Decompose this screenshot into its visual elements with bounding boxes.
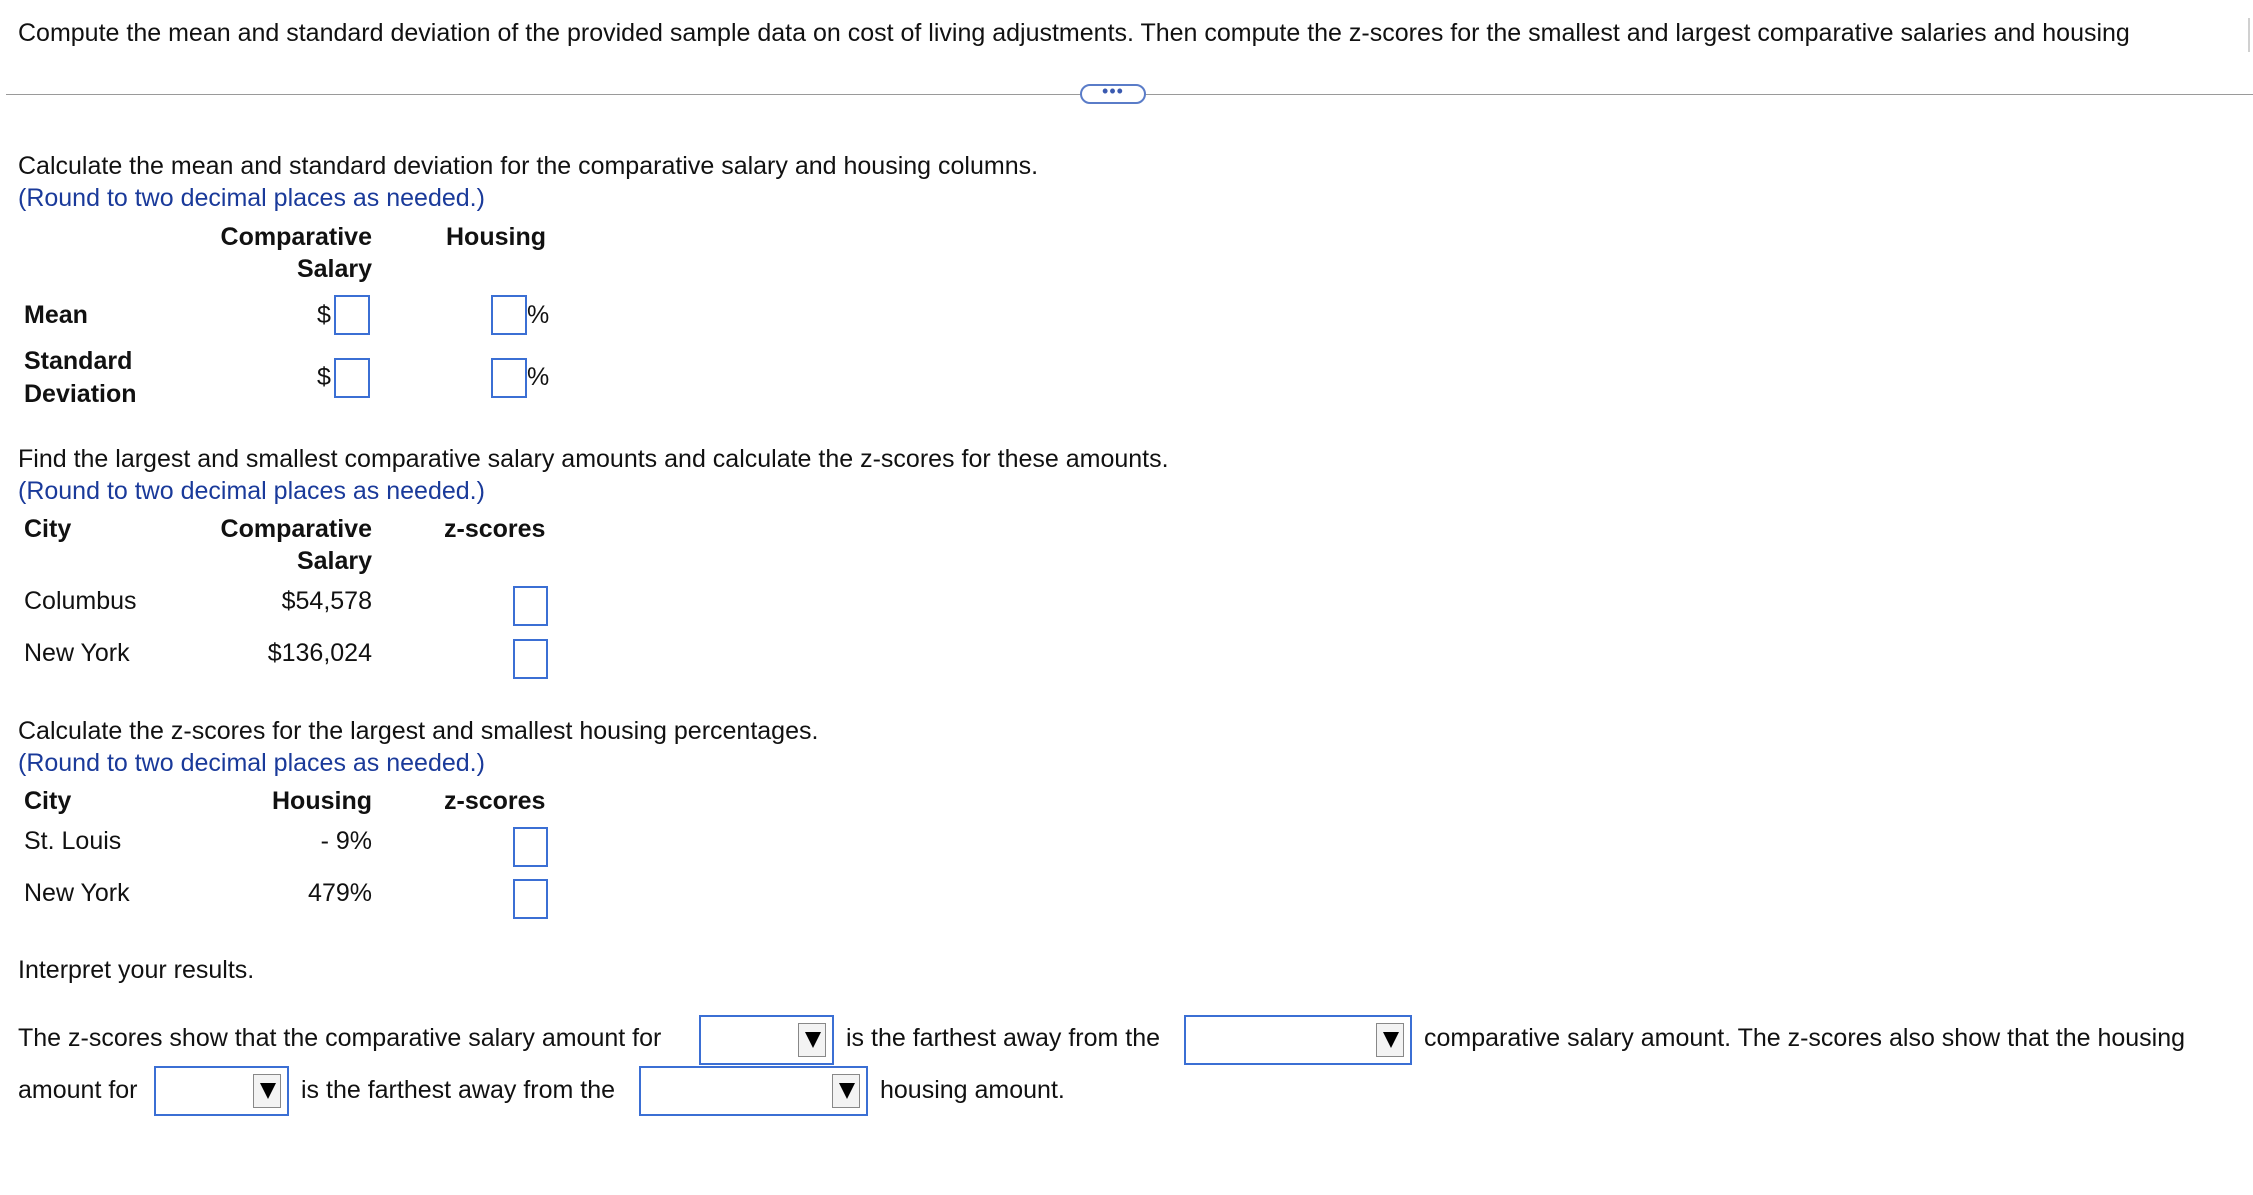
city-dropdown-housing[interactable] xyxy=(154,1066,289,1116)
col-header-salary: Salary xyxy=(296,255,372,283)
col-header-housing: Housing xyxy=(446,223,546,251)
city-dropdown-salary[interactable] xyxy=(699,1015,834,1065)
scroll-edge xyxy=(2248,18,2250,52)
comparison-dropdown-salary[interactable] xyxy=(1184,1015,1412,1065)
salary-value: $136,024 xyxy=(267,639,372,667)
salary-value: $54,578 xyxy=(281,587,372,615)
row-label-deviation: Deviation xyxy=(24,380,137,408)
mean-housing-input[interactable] xyxy=(491,295,527,335)
col-header-city: City xyxy=(24,515,72,543)
city-st-louis: St. Louis xyxy=(24,827,122,855)
dollar-sign: $ xyxy=(317,301,331,329)
dollar-sign: $ xyxy=(317,363,331,391)
part2-instruction: Find the largest and smallest comparative salary amounts and calculate the z-scores for these amounts. xyxy=(18,445,1169,473)
chevron-down-icon xyxy=(253,1074,281,1108)
part3-hint: (Round to two decimal places as needed.) xyxy=(18,749,485,777)
col-header-salary: Salary xyxy=(296,547,372,575)
part1-instruction: Calculate the mean and standard deviation for the comparative salary and housing columns. xyxy=(18,152,1039,180)
col-header-z-scores: z-scores xyxy=(444,515,546,543)
comparison-dropdown-housing[interactable] xyxy=(639,1066,868,1116)
part2-hint: (Round to two decimal places as needed.) xyxy=(18,477,485,505)
col-header-z-scores: z-scores xyxy=(444,787,546,815)
part3-instruction: Calculate the z-scores for the largest and smallest housing percentages. xyxy=(18,717,819,745)
sd-housing-input[interactable] xyxy=(491,358,527,398)
city-columbus: Columbus xyxy=(24,587,137,615)
mean-salary-input[interactable] xyxy=(334,295,370,335)
col-header-comparative: Comparative xyxy=(220,223,372,251)
row-label-mean: Mean xyxy=(24,301,88,329)
z-score-new-york-housing-input[interactable] xyxy=(513,879,548,919)
show-more-button[interactable]: ••• xyxy=(1080,84,1146,104)
interpret-sentence-part: comparative salary amount. The z-scores also show that the housing xyxy=(1424,1024,2186,1052)
percent-sign: % xyxy=(527,301,550,329)
housing-value: 479% xyxy=(308,879,372,907)
chevron-down-icon xyxy=(832,1074,860,1108)
housing-value: - 9% xyxy=(320,827,372,855)
interpret-sentence-part: housing amount. xyxy=(880,1076,1065,1104)
row-label-standard: Standard xyxy=(24,347,133,375)
interpret-sentence-part: The z-scores show that the comparative salary amount for xyxy=(18,1024,662,1052)
col-header-comparative: Comparative xyxy=(220,515,372,543)
city-new-york: New York xyxy=(24,879,130,907)
chevron-down-icon xyxy=(798,1023,826,1057)
interpret-sentence-part: is the farthest away from the xyxy=(846,1024,1161,1052)
col-header-city: City xyxy=(24,787,72,815)
z-score-st-louis-input[interactable] xyxy=(513,827,548,867)
question-prompt: Compute the mean and standard deviation of the provided sample data on cost of living adjustments. Then compute the z-scores for the smallest and largest comparative salaries and housing xyxy=(18,19,2130,47)
interpret-sentence-part: is the farthest away from the xyxy=(301,1076,616,1104)
part1-hint: (Round to two decimal places as needed.) xyxy=(18,184,485,212)
z-score-new-york-input[interactable] xyxy=(513,639,548,679)
city-new-york: New York xyxy=(24,639,130,667)
z-score-columbus-input[interactable] xyxy=(513,586,548,626)
sd-salary-input[interactable] xyxy=(334,358,370,398)
interpret-heading: Interpret your results. xyxy=(18,956,255,984)
percent-sign: % xyxy=(527,363,550,391)
interpret-sentence-part: amount for xyxy=(18,1076,138,1104)
col-header-housing: Housing xyxy=(272,787,372,815)
chevron-down-icon xyxy=(1376,1023,1404,1057)
